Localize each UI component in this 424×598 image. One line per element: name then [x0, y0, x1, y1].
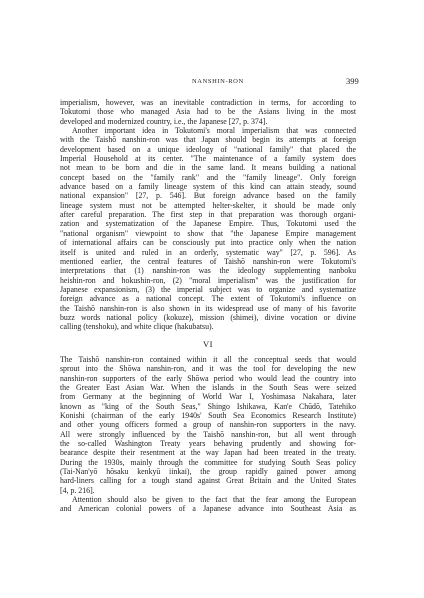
text-line: "national organism" viewpoint to show that "the Japanese Empire management: [60, 228, 356, 238]
running-head: NANSHIN-RON: [192, 78, 244, 85]
page-number: 399: [346, 76, 359, 86]
text-line: (Tai-Nan'yō hōsaku kenkyū iinkai), the group rapidly gained power among: [60, 467, 356, 477]
paragraph: [60, 355, 356, 495]
page-header: [0, 78, 424, 90]
text-line: the Greater East Asian War. When the islands in the South Seas were seized: [60, 382, 356, 392]
text-line: itself is united and ruled in an orderly, systematic way" [27, p. 596]. As: [60, 247, 356, 257]
text-line: development based on a unique ideology of "national family" that placed the: [60, 144, 356, 154]
text-line: and American colonial powers of a Japanese advance into Southeast Asia as: [60, 504, 356, 514]
text-line: national expansion" [27, p. 546]. But foreign advance based on the family: [60, 191, 356, 201]
text-line: During the 1930s, mainly through the committee for studying South Seas policy: [60, 457, 356, 467]
text-line: not mean to be born and die in the same land. It means building a national: [60, 163, 356, 173]
text-line: developed and modernized country, i.e., the Japanese [27, p. 374].: [60, 116, 268, 126]
text-line: All were strongly influenced by the Taishō nanshin-ron, but all went through: [60, 429, 356, 439]
text-line: imperialism, however, was an inevitable contradiction in terms, for according to: [60, 98, 356, 107]
text-line: Imperial Household at its center. "The maintenance of a family system does: [60, 154, 356, 164]
text-line: interpretations that (1) nanshin-ron was the ideology supplementing nanboku: [60, 266, 356, 276]
text-line: Konishi (chairman of the early 1940s' South Sea Economics Research Institute): [60, 411, 356, 420]
text-line: foreign advance as a national concept. The extent of Tokutomi's influence on: [60, 294, 356, 304]
text-line: calling (tenshoku), and white clique (hakubatsu).: [60, 322, 214, 332]
text-line: Another important idea in Tokutomi's moral imperialism that was connected: [72, 126, 356, 136]
text-line: Attention should also be given to the fact that the fear among the European: [72, 495, 356, 505]
text-line: heishin-ron and hokushin-ron, (2) "moral imperialism" was the justification for: [60, 275, 356, 285]
paragraph: [60, 126, 356, 332]
text-line: hard-liners calling for a tough stand against Great Britain and the United States: [60, 476, 356, 486]
text-line: the so-called Washington Treaty years behaving prudently and showing for-: [60, 439, 356, 449]
text-line: from Germany at the beginning of World War I, Yoshimasa Nakahara, later: [60, 392, 356, 402]
text-line: sprout into the Shōwa nanshin-ron, and it was the tool for developing the new: [60, 364, 356, 374]
text-line: nanshin-ron supporters of the early Shōwa period who would lead the country into: [60, 373, 356, 383]
paragraph: [60, 98, 356, 126]
text-line: buzz words national policy (kokuze), mission (shimei), divine vocation or divine: [60, 312, 356, 322]
text-line: and other young officers formed a group of nanshin-ron supporters in the navy.: [60, 420, 356, 430]
text-line: with the Taishō nanshin-ron was that Japan should begin its attempts at foreign: [60, 135, 356, 145]
text-line: zation and systematization of the Japanese Empire. Thus, Tokutomi used the: [60, 219, 356, 229]
text-line: of international affairs can be consciously put into practice only when the nation: [60, 238, 356, 248]
text-line: bearance despite their resentment at the way Japan had been treated in the treaty.: [60, 448, 356, 458]
text-line: lineage system must not be attempted helter-skelter, it should be made only: [60, 200, 356, 210]
text-line: The Taishō nanshin-ron contained within it all the conceptual seeds that would: [60, 354, 356, 364]
text-line: Japanese expansionism, (3) the imperial subject was to organize and systematize: [60, 284, 356, 294]
text-line: concept based on the "family rank" and the "family lineage". Only foreign: [60, 172, 356, 182]
text-line: [4, p. 216].: [60, 485, 95, 495]
text-line: advance based on a family lineage system of this kind can attain steady, sound: [60, 182, 356, 192]
paragraph: [60, 495, 356, 514]
text-line: mentioned earlier, the central features of Taishō nanshin-ron were Tokutomi's: [60, 256, 356, 266]
text-line: known as "king of the South Seas," Shingo Ishikawa, Kan'e Chūdō, Tatehiko: [60, 401, 356, 411]
body-text: [60, 98, 356, 514]
text-line: after careful preparation. The first step in that preparation was thorough organi-: [60, 210, 356, 220]
text-line: the Taishō nanshin-ron is also shown in its widespread use of many of his favorite: [60, 303, 356, 313]
section-heading: VI: [203, 338, 213, 349]
text-line: Tokutomi those who managed Asia had to be the Asians living in the most: [60, 107, 356, 117]
